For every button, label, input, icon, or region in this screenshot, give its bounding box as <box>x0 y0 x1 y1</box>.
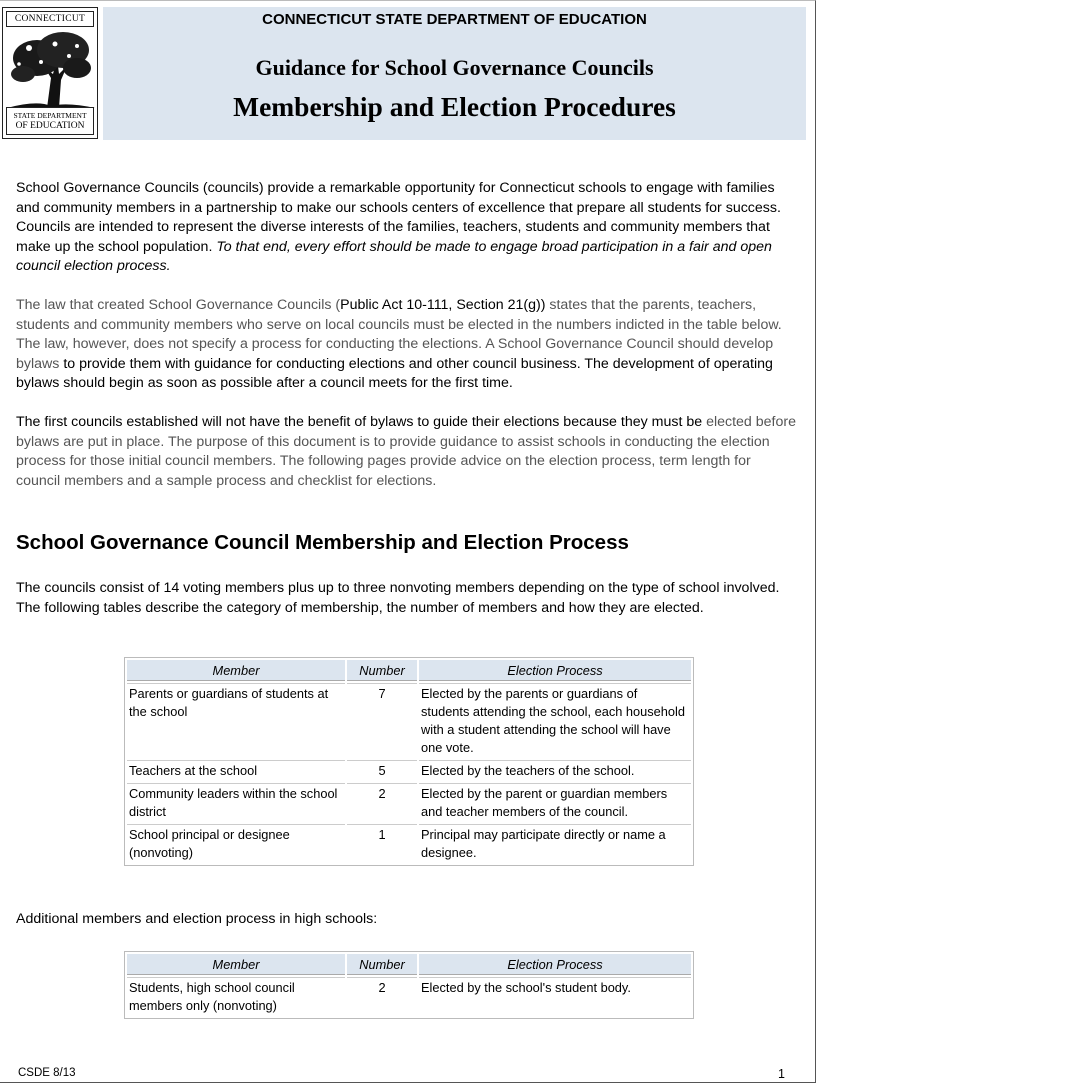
table-row <box>127 977 691 1016</box>
number-cell: 7 <box>347 683 417 758</box>
table-row <box>127 760 691 781</box>
number-cell: 2 <box>347 977 417 1016</box>
table-header-row <box>127 954 691 975</box>
title-banner <box>103 7 806 140</box>
election-process-cell: Elected by the parent or guardian members and teacher members of the council. <box>419 783 691 822</box>
member-cell: School principal or designee (nonvoting) <box>127 824 345 863</box>
member-cell: Teachers at the school <box>127 760 345 781</box>
high-school-table <box>124 951 694 1019</box>
table-row <box>127 783 691 822</box>
intro-paragraph-3: The first councils established will not have the benefit of bylaws to guide their elections because they must be elected before bylaws are put in place. The purpose of this document is to provide guidance to assist schools in conducting the election process for those initial council members. The following pages provide advice on the election process, term length for council members and a sample process and checklist for elections. <box>16 414 796 489</box>
table-row <box>127 824 691 863</box>
additional-members-label: Additional members and election process in high schools: <box>16 911 378 927</box>
member-cell: Students, high school council members only (nonvoting) <box>127 977 345 1016</box>
column-header: Member <box>127 660 345 681</box>
intro-paragraph-1: School Governance Councils (councils) provide a remarkable opportunity for Connecticut schools to engage with families and community members in a partnership to make our schools centers of excellence that prepare all students for success. Councils are intended to represent the diverse interests of the families, teachers, students and community members that make up the school population. To that end, every effort should be made to engage broad participation in a fair and open council election process. <box>16 180 781 274</box>
number-cell: 1 <box>347 824 417 863</box>
footer-code: CSDE 8/13 <box>18 1067 76 1079</box>
department-name: CONNECTICUT STATE DEPARTMENT OF EDUCATION <box>262 11 647 28</box>
membership-table <box>124 657 694 866</box>
logo-top-text: CONNECTICUT <box>6 11 94 27</box>
member-cell: Community leaders within the school district <box>127 783 345 822</box>
csde-logo <box>2 7 98 139</box>
column-header: Election Process <box>419 660 691 681</box>
election-process-cell: Elected by the teachers of the school. <box>419 760 691 781</box>
election-process-cell: Elected by the parents or guardians of students attending the school, each household with a student attending the school will have one vote. <box>419 683 691 758</box>
column-header: Number <box>347 954 417 975</box>
page-number: 1 <box>778 1067 785 1081</box>
logo-bottom-text: STATE DEPARTMENT OF EDUCATION <box>6 107 94 135</box>
column-header: Number <box>347 660 417 681</box>
column-header: Member <box>127 954 345 975</box>
table-header-row <box>127 660 691 681</box>
column-header: Election Process <box>419 954 691 975</box>
section-paragraph: The councils consist of 14 voting members plus up to three nonvoting members depending on the type of school involved. The following tables describe the category of membership, the number of members and how they are elected. <box>16 580 780 616</box>
tree-icon <box>7 28 95 110</box>
member-cell: Parents or guardians of students at the school <box>127 683 345 758</box>
guidance-title: Guidance for School Governance Councils <box>255 55 654 80</box>
public-act-link[interactable]: Public Act 10-111, Section 21(g)) <box>340 297 546 313</box>
intro-paragraph-2: The law that created School Governance Councils (Public Act 10-111, Section 21(g)) states that the parents, teachers, students and community members who serve on local councils must be elected in the numbers indicted in the table below. The law, however, does not specify a process for conducting the elections. A School Governance Council should develop bylaws to provide them with guidance for conducting elections and other council business. The development of operating bylaws should begin as soon as possible after a council meets for the first time. <box>16 297 782 391</box>
election-process-cell: Elected by the school's student body. <box>419 977 691 1016</box>
page-title: Membership and Election Procedures <box>233 91 676 122</box>
table-row <box>127 683 691 758</box>
election-process-cell: Principal may participate directly or name a designee. <box>419 824 691 863</box>
number-cell: 2 <box>347 783 417 822</box>
section-heading: School Governance Council Membership and Election Process <box>16 531 629 554</box>
number-cell: 5 <box>347 760 417 781</box>
